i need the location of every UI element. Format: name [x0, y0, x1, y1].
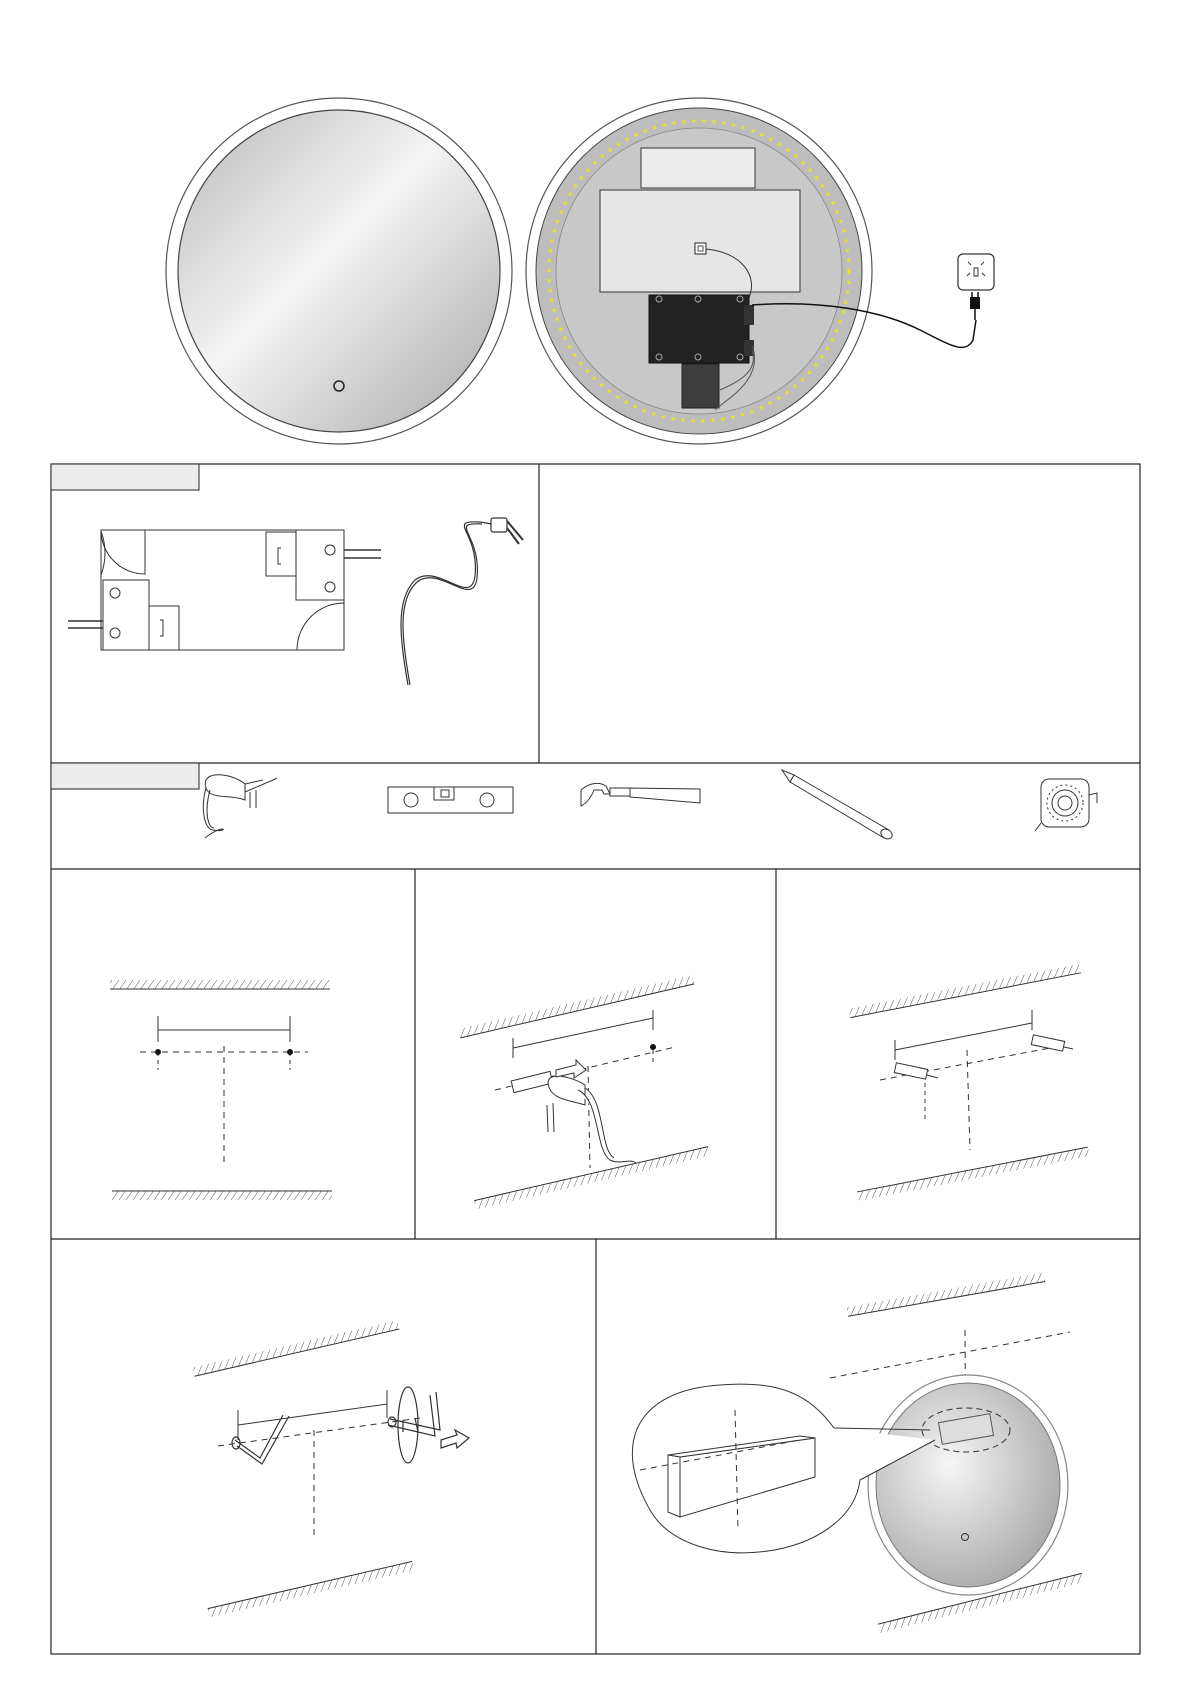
step-3-diagram [848, 964, 1089, 1201]
back-plate-main [600, 190, 800, 292]
power-socket-icon [958, 254, 994, 320]
mirror-back [526, 98, 976, 444]
step-1-diagram [110, 980, 332, 1200]
screw-right-icon [388, 1387, 469, 1463]
hammer-icon [581, 783, 700, 806]
drill-icon [203, 775, 277, 838]
parts-label-box [51, 464, 199, 490]
switch-box [682, 364, 719, 408]
screw-left-icon [232, 1415, 289, 1464]
step-2-diagram [458, 975, 710, 1209]
driver-box [649, 295, 749, 363]
connector-icon [695, 243, 706, 254]
drill-in-use-icon [511, 1060, 636, 1163]
step-5-diagram [632, 1273, 1084, 1633]
step-4-diagram [193, 1320, 469, 1617]
wall-plug-right-icon [1031, 1035, 1073, 1051]
back-plate-top [641, 148, 755, 188]
tape-measure-icon [1035, 779, 1097, 831]
wall-plug-left-icon [894, 1063, 938, 1079]
mirror-front [166, 98, 512, 444]
spirit-level-icon [388, 787, 513, 813]
pencil-icon [782, 770, 894, 841]
power-supply-unit [68, 530, 381, 650]
tools-label-box [51, 763, 199, 789]
mounted-mirror-icon [868, 1375, 1068, 1595]
power-cord [401, 518, 523, 685]
